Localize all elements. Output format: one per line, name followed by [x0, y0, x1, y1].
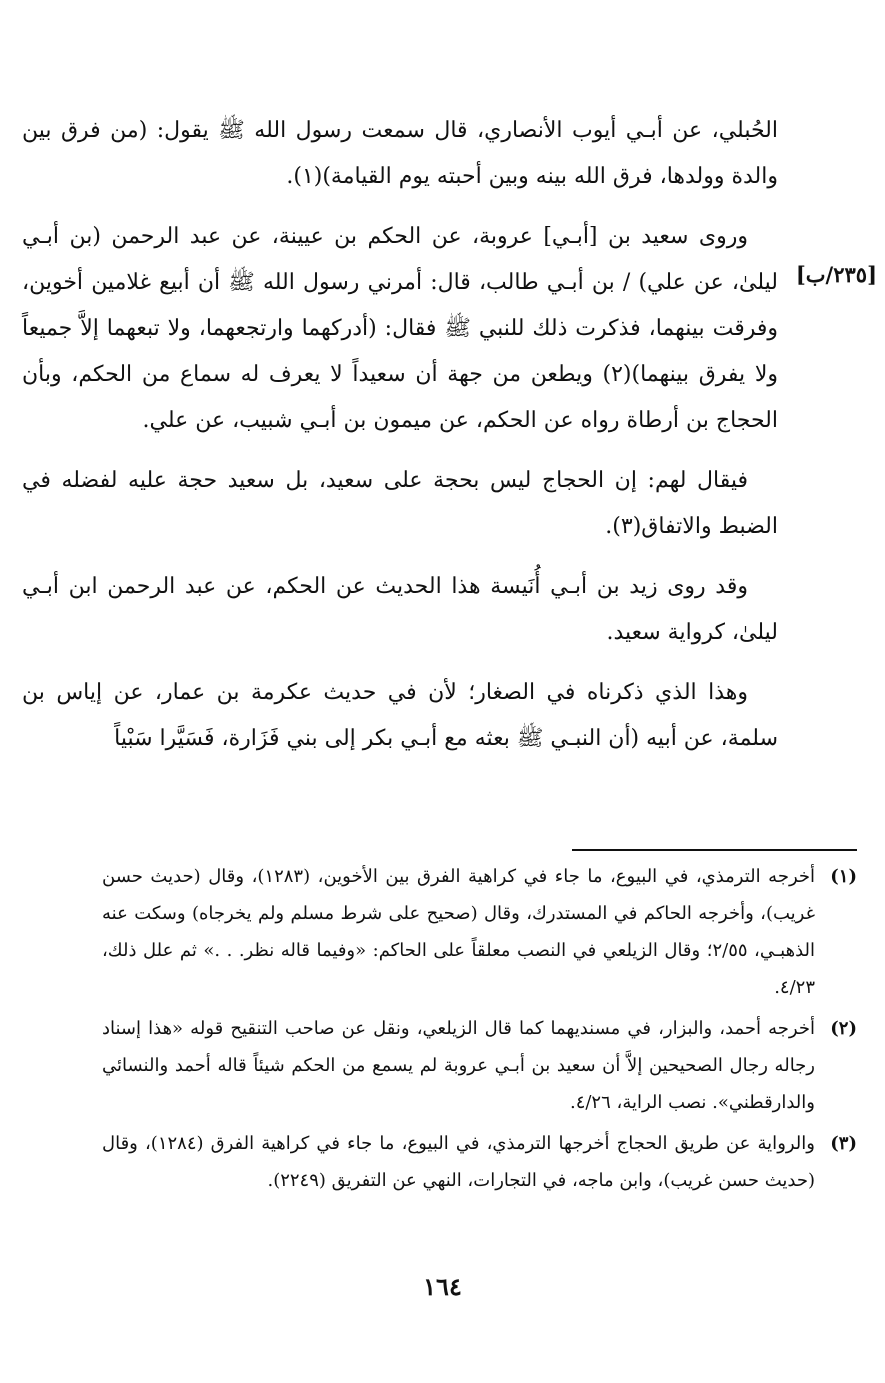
- paragraph: فيقال لهم: إن الحجاج ليس بحجة على سعيد، بل سعيد حجة عليه لفضله في الضبط والاتفاق(٣).: [22, 468, 778, 539]
- paragraph: الحُبلي، عن أبـي أيوب الأنصاري، قال سمعت رسول الله ﷺ يقول: (من فرق بين والدة وولدها، فرق الله بينه وبين أحبته يوم القيامة)(١).: [22, 118, 778, 189]
- footnote-item: [102, 1125, 857, 1199]
- footnote-text: والرواية عن طريق الحجاج أخرجها الترمذي، في البيوع، ما جاء في كراهية الفرق (١٢٨٤)، وقال (حديث حسن غريب)، وابن ماجه، في التجارات، النهي عن التفريق (٢٢٤٩).: [102, 1133, 815, 1191]
- folio-margin-note: [٢٣٥/ب]: [795, 262, 877, 287]
- paragraph: وروى سعيد بن [أبـي] عروبة، عن الحكم بن عيينة، عن عبد الرحمن (بن أبـي ليلىٰ، عن علي) / بن أبـي طالب، قال: أمرني رسول الله ﷺ أن أبيع غلامين أخوين، وفرقت بينهما، فذكرت ذلك للنبي ﷺ فقال: (أدركهما وارتجعهما، ولا تبعهما إلاَّ جميعاً ولا يفرق بينهما)(٢) ويطعن من جهة أن سعيداً لا يعرف له سماع من الحكم، وبأن الحجاج بن أرطاة رواه عن الحكم، عن ميمون بن أبـي شبيب، عن علي.: [22, 224, 779, 433]
- footnote-text: أخرجه الترمذي، في البيوع، ما جاء في كراهية الفرق بين الأخوين، (١٢٨٣)، وقال (حديث حسن غريب)، وأخرجه الحاكم في المستدرك، وقال (صحيح على شرط مسلم ولم يخرجاه) وسكت عنه الذهبـي، ٢/٥٥؛ وقال الزيلعي في النصب معلقاً على الحاكم: «وفيما قاله نظر. . .» ثم علل ذلك، ٤/٢٣.: [102, 866, 816, 998]
- footnotes: [102, 858, 857, 1203]
- footnote-text: أخرجه أحمد، والبزار، في مسنديهما كما قال الزيلعي، ونقل عن صاحب التنقيح قوله «هذا إسناد رجاله رجال الصحيحين إلاَّ أن سعيد بن أبـي عروبة لم يسمع من الحكم شيئاً قاله أحمد والنسائي والدارقطني». نصب الراية، ٤/٢٦.: [102, 1018, 815, 1113]
- footnote-item: [102, 858, 857, 1006]
- main-text: [22, 108, 778, 762]
- footnote-separator: [572, 849, 857, 851]
- paragraph: وقد روى زيد بن أبـي أُنَيسة هذا الحديث عن الحكم، عن عبد الرحمن ابن أبـي ليلىٰ، كرواية سعيد.: [22, 574, 778, 645]
- page-number: ١٦٤: [423, 1272, 462, 1301]
- footnote-number: (٣): [830, 1133, 857, 1154]
- paragraph: وهذا الذي ذكرناه في الصغار؛ لأن في حديث عكرمة بن عمار، عن إياس بن سلمة، عن أبيه (أن النبـي ﷺ بعثه مع أبـي بكر إلى بني فَزَارة، فَسَيَّرا سَبْياً: [22, 680, 778, 751]
- footnote-item: [102, 1010, 857, 1121]
- footnote-number: (١): [830, 866, 857, 887]
- footnote-number: (٢): [830, 1018, 857, 1039]
